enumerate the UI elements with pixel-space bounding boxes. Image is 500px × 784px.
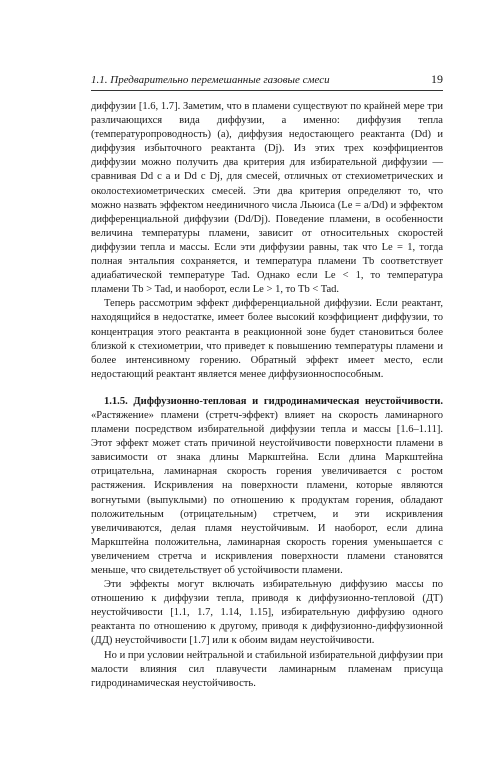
section-heading: 1.1.5. Диффузионно-тепловая и гидродинамическая неустойчивости.: [104, 395, 443, 407]
section-gap: [91, 382, 443, 395]
paragraph-differential-diffusion: Теперь рассмотрим эффект дифференциальной диффузии. Если реактант, находящийся в недостатке, имеет более высокий коэффициент диффузии, то концентрация этого реактанта в реакционной зоне будет становиться более близкой к стехиометрии, что приведет к повышению температуры пламени и более интенсивному горению. Обратный эффект имеет место, если недостающий реактант является менее диффузионноспособным.: [91, 298, 443, 380]
book-page: [91, 72, 443, 691]
paragraph-hydrodynamic: Но и при условии нейтральной и стабильной избирательной диффузии при малости влияния сил плавучести ламинарным пламенам присуща гидродинамическая неустойчивость.: [91, 649, 443, 689]
paragraph-selective-diffusion: Эти эффекты могут включать избирательную диффузию массы по отношению к диффузии тепла, приводя к диффузионно-тепловой (ДТ) неустойчивости [1.1, 1.7, 1.14, 1.15], избирательную диффузию одного реактанта по отношению к другому, приводя к диффузионно-диффузионной (ДД) неустойчивости [1.7] или к обоим видам неустойчивости.: [91, 579, 443, 647]
running-header: [91, 72, 443, 91]
paragraph-diffusion-types: диффузии [1.6, 1.7]. Заметим, что в пламени существуют по крайней мере три различающихся вида диффузии, а именно: диффузия тепла (температуропроводность) (a), диффузия недостающего реактанта (Dd) и диффузия избыточного реактанта (Dj). Из этих трех коэффициентов диффузии можно получить два критерия для избирательной диффузии — сравнивая Dd с a и Dd с Dj, для смесей, отличных от стехиометрических и околостехиометрических смесей. Эти два критерия определяют то, что можно назвать эффектом неединичного числа Льюиса (Le = a/Dd) и эффектом дифференциальной диффузии (Dd/Dj). Поведение пламени, в особенности величина температуры пламени, зависит от относительных скоростей диффузии тепла и массы. Если эти диффузии равны, так что Le = 1, тогда полная энтальпия сохраняется, и температура пламени Tb соответствует адиабатической температуре Tad. Однако если Le < 1, то температура пламени Tb > Tad, и наоборот, если Le > 1, то Tb < Tad.: [91, 101, 443, 296]
running-header-title: 1.1. Предварительно перемешанные газовые смеси: [91, 74, 330, 86]
section-body: «Растяжение» пламени (стретч-эффект) влияет на скорость ламинарного пламени посредством избирательной диффузии тепла и массы [1.6–1.11]. Этот эффект может стать причиной неустойчивости поверхности пламени в зависимости от знака длины Маркштейна. Если длина Маркштейна отрицательна, ламинарная скорость горения увеличивается с ростом растяжения. Искривления на поверхности пламени, которые являются вогнутыми (выпуклыми) по отношению к продуктам горения, обладают положительным (отрицательным) стретчем, и эти искривления увеличиваются, делая пламя неустойчивым. И наоборот, если длина Маркштейна положительна, ламинарная скорость горения уменьшается с увеличением стретча и искривления поверхности пламени становятся меньше, что свидетельствует об устойчивости пламени.: [91, 409, 443, 576]
paragraph-section-1-1-5: [91, 395, 443, 578]
page-number: 19: [431, 72, 443, 86]
